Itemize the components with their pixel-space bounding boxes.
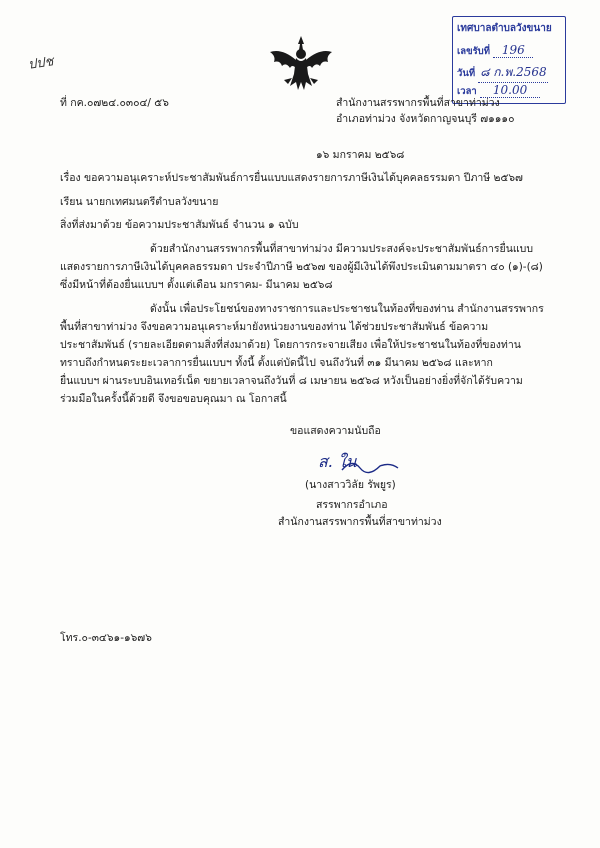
body-para1-line2: แสดงรายการภาษีเงินได้บุคคลธรรมดา ประจำปีภาษี ๒๕๖๗ ของผู้มีเงินได้พึงประเมินตามมาตรา ๔๐ (๑)-(๘): [60, 261, 543, 273]
stamp-receipt-row: [457, 43, 533, 59]
stamp-date-label: วันที่: [457, 68, 476, 79]
signatory-title: สรรพากรอำเภอ: [316, 499, 388, 511]
body-para2-line2: พื้นที่สาขาท่าม่วง จึงขอความอนุเคราะห์มายังหน่วยงานของท่าน ได้ช่วยประชาสัมพันธ์ ข้อความ: [60, 321, 489, 333]
phone-number: โทร.๐-๓๔๖๑-๑๖๗๖: [60, 632, 152, 644]
body-para1-line3: ซึ่งมีหน้าที่ต้องยื่นแบบฯ ตั้งแต่เดือน มกราคม- มีนาคม ๒๕๖๘: [60, 279, 333, 291]
body-para2-line5: ยื่นแบบฯ ผ่านระบบอินเทอร์เน็ต ขยายเวลาจนถึงวันที่ ๘ เมษายน ๒๕๖๘ หวังเป็นอย่างยิ่งที่จักได้รับความ: [60, 375, 523, 387]
enclosure-line: สิ่งที่ส่งมาด้วย ข้อความประชาสัมพันธ์ จำนวน ๑ ฉบับ: [60, 219, 299, 231]
stamp-time-label: เวลา: [457, 86, 477, 97]
stamp-org: เทศบาลตำบลวังขนาย: [457, 23, 552, 34]
signature-stroke: [340, 456, 400, 476]
receipt-stamp: [452, 16, 566, 104]
stamp-receipt-no: 196: [493, 43, 533, 58]
body-para2-line6: ร่วมมือในครั้งนี้ด้วยดี จึงขอขอบคุณมา ณ โอกาสนี้: [60, 393, 287, 405]
body-para1-line1: ด้วยสำนักงานสรรพากรพื้นที่สาขาท่าม่วง มีความประสงค์จะประชาสัมพันธ์การยื่นแบบ: [150, 243, 533, 255]
stamp-receipt-label: เลขรับที่: [457, 46, 490, 57]
stamp-date-row: [457, 63, 548, 83]
signatory-office: สำนักงานสรรพากรพื้นที่สาขาท่าม่วง: [278, 516, 442, 528]
sender-address: อำเภอท่าม่วง จังหวัดกาญจนบุรี ๗๑๑๑๐: [336, 113, 515, 125]
subject-line: เรื่อง ขอความอนุเคราะห์ประชาสัมพันธ์การยื่นแบบแสดงรายการภาษีเงินได้บุคคลธรรมดา ปีภาษี ๒๕๖๗: [60, 172, 523, 184]
margin-note: ปปช: [27, 54, 55, 73]
body-para2-line1: ดังนั้น เพื่อประโยชน์ของทางราชการและประชาชนในท้องที่ของท่าน สำนักงานสรรพากร: [150, 303, 544, 315]
stamp-date-value: ๘ ก.พ.2568: [478, 63, 548, 83]
closing-phrase: ขอแสดงความนับถือ: [290, 425, 381, 437]
body-para2-line4: ทราบถึงกำหนดระยะเวลาการยื่นแบบฯ ทั้งนี้ ตั้งแต่บัดนี้ไป จนถึงวันที่ ๓๑ มีนาคม ๒๕๖๘ และหาก: [60, 357, 493, 369]
reference-number: ที่ กค.๐๗๒๔.๐๓๐๔/ ๕๖: [60, 97, 169, 109]
signatory-name: (นางสาววิลัย รัพยูร): [305, 479, 396, 491]
salutation: เรียน นายกเทศมนตรีตำบลวังขนาย: [60, 196, 219, 208]
sender-office: สำนักงานสรรพากรพื้นที่สาขาท่าม่วง: [336, 97, 500, 109]
garuda-emblem-icon: [266, 34, 336, 94]
body-para2-line3: ประชาสัมพันธ์ (รายละเอียดตามสิ่งที่ส่งมาด้วย) โดยการกระจายเสียง เพื่อให้ประชาชนในท้องที่ของท่าน: [60, 339, 521, 351]
signature-scribble: ส. ใน: [318, 452, 357, 471]
stamp-time-value: 10.00: [480, 83, 540, 98]
letter-date: ๑๖ มกราคม ๒๕๖๘: [316, 149, 405, 161]
